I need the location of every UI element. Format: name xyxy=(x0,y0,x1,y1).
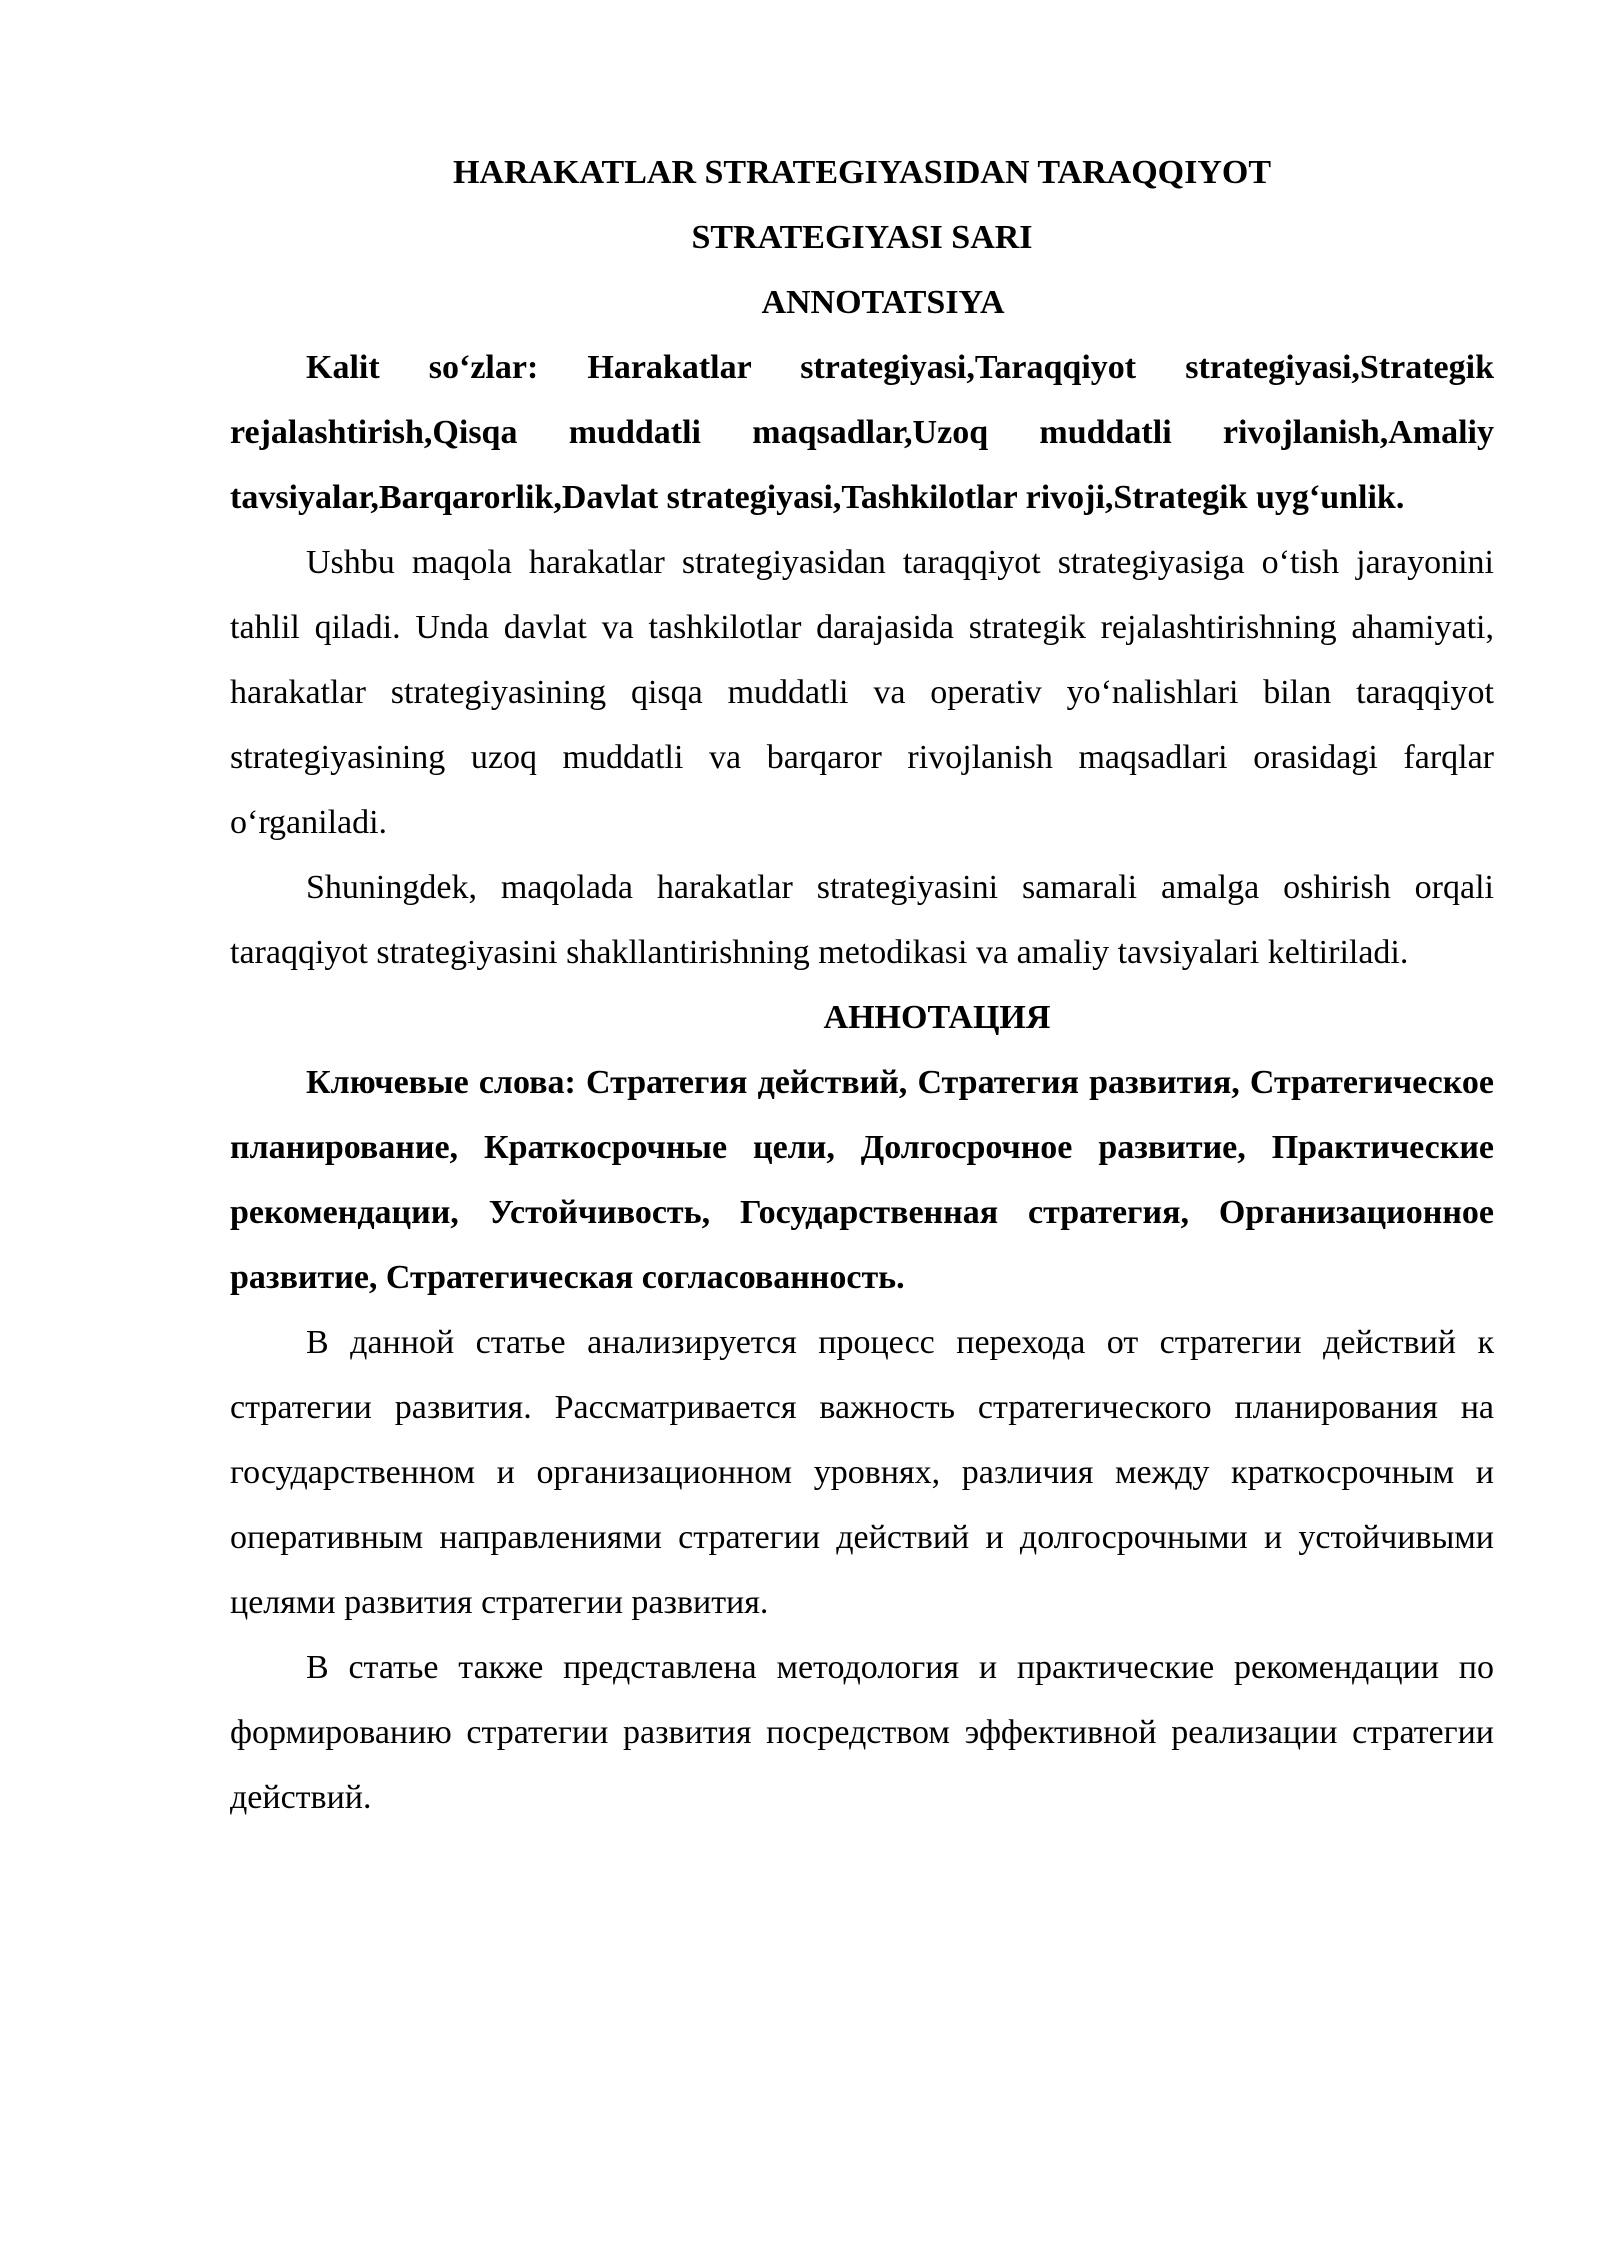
document-title xyxy=(230,140,1494,270)
ru-annotation-heading: АННОТАЦИЯ xyxy=(823,999,1051,1036)
ru-keywords-text: Стратегия действий, Стратегия развития, Стратегическое планирование, Краткосрочные цели, Долгосрочное развитие, Практические рекомендации, Устойчивость, Государственная стратегия, Организационное развитие, Стратегическая согласованность. xyxy=(230,1064,1494,1296)
ru-keywords xyxy=(230,1050,1494,1310)
uz-keywords-text: Harakatlar strategiyasi,Taraqqiyot strategiyasi,Strategik rejalashtirish,Qisqa muddatli maqsadlar,Uzoq muddatli rivojlanish,Amaliy tavsiyalar,Barqarorlik,Davlat strategiyasi,Tashkilotlar rivoji,Strategik uyg‘unlik. xyxy=(230,349,1494,516)
ru-paragraph-2: В статье также представлена методология и практические рекомендации по формированию стратегии развития посредством эффективной реализации стратегии действий. xyxy=(230,1649,1494,1816)
uz-keywords xyxy=(230,335,1494,530)
uz-paragraph-2: Shuningdek, maqolada harakatlar strategiyasini samarali amalga oshirish orqali taraqqiyot strategiyasini shakllantirishning metodikasi va amaliy tavsiyalari keltiriladi. xyxy=(230,869,1494,971)
document-page xyxy=(230,140,1494,1830)
uz-keywords-label: Kalit so‘zlar: xyxy=(306,349,539,386)
title-line-2: STRATEGIYASI SARI xyxy=(691,219,1033,256)
ru-keywords-label: Ключевые слова: xyxy=(306,1064,576,1101)
ru-paragraph-1: В данной статье анализируется процесс перехода от стратегии действий к стратегии развития. Рассматривается важность стратегического планирования на государственном и организационном уровнях, различия между краткосрочным и оперативным направлениями стратегии действий и долгосрочными и устойчивыми целями развития стратегии развития. xyxy=(230,1324,1494,1621)
uz-annotation-heading: ANNOTATSIYA xyxy=(761,284,1005,321)
uz-paragraph-1: Ushbu maqola harakatlar strategiyasidan taraqqiyot strategiyasiga o‘tish jarayonini tahlil qiladi. Unda davlat va tashkilotlar darajasida strategik rejalashtirishning ahamiyati, harakatlar strategiyasining qisqa muddatli va operativ yo‘nalishlari bilan taraqqiyot strategiyasining uzoq muddatli va barqaror rivojlanish maqsadlari orasidagi farqlar o‘rganiladi. xyxy=(230,544,1494,841)
title-line-1: HARAKATLAR STRATEGIYASIDAN TARAQQIYOT xyxy=(452,154,1272,191)
